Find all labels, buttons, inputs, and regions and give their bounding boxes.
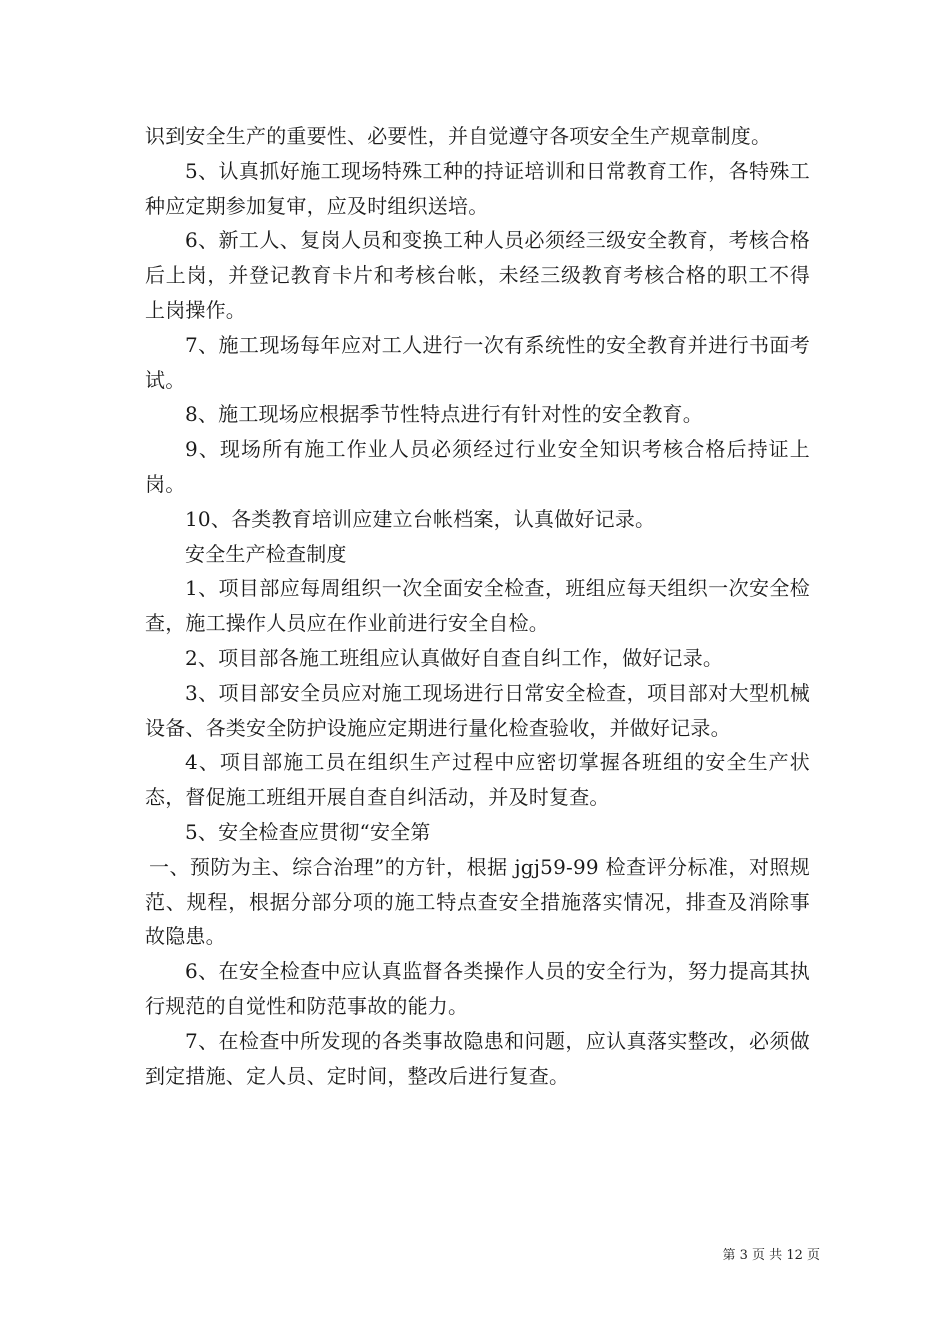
paragraph-item-5: 5、认真抓好施工现场特殊工种的持证培训和日常教育工作，各特殊工种应定期参加复审，应及时组织送培。 [145,158,810,218]
paragraph-item-9: 9、现场所有施工作业人员必须经过行业安全知识考核合格后持证上岗。 [145,437,810,496]
section-heading-safety-inspection: 安全生产检查制度 [185,541,347,566]
paragraph-inspection-2: 2、项目部各施工班组应认真做好自查自纠工作，做好记录。 [185,645,724,670]
paragraph-item-7: 7、施工现场每年应对工人进行一次有系统性的安全教育并进行书面考试。 [145,332,810,392]
document-body [145,119,810,1093]
paragraph-inspection-3: 3、项目部安全员应对施工现场进行日常安全检查，项目部对大型机械设备、各类安全防护设施应定期进行量化检查验收，并做好记录。 [145,680,810,740]
paragraph-inspection-4: 4、项目部施工员在组织生产过程中应密切掌握各班组的安全生产状态，督促施工班组开展自查自纠活动，并及时复查。 [145,750,810,810]
page-number-footer: 第 3 页 共 12 页 [722,1248,820,1263]
paragraph-inspection-5-continued: 一、预防为主、综合治理”的方针，根据 jgj59-99 检查评分标准，对照规范、规程，根据分部分项的施工特点查安全措施落实情况，排查及消除事故隐患。 [145,854,810,949]
paragraph-inspection-6: 6、在安全检查中应认真监督各类操作人员的安全行为，努力提高其执行规范的自觉性和防范事故的能力。 [145,959,810,1018]
paragraph-continuation: 识到安全生产的重要性、必要性，并自觉遵守各项安全生产规章制度。 [145,124,772,148]
paragraph-inspection-5: 5、安全检查应贯彻“安全第 [185,819,431,844]
paragraph-item-10: 10、各类教育培训应建立台帐档案，认真做好记录。 [185,506,656,531]
paragraph-item-8: 8、施工现场应根据季节性特点进行有针对性的安全教育。 [185,402,703,427]
paragraph-inspection-1: 1、项目部应每周组织一次全面安全检查，班组应每天组织一次安全检查，施工操作人员应在作业前进行安全自检。 [145,576,810,636]
paragraph-item-6: 6、新工人、复岗人员和变换工种人员必须经三级安全教育，考核合格后上岗，并登记教育卡片和考核台帐，未经三级教育考核合格的职工不得上岗操作。 [145,228,810,322]
paragraph-inspection-7: 7、在检查中所发现的各类事故隐患和问题，应认真落实整改，必须做到定措施、定人员、定时间，整改后进行复查。 [145,1028,810,1088]
